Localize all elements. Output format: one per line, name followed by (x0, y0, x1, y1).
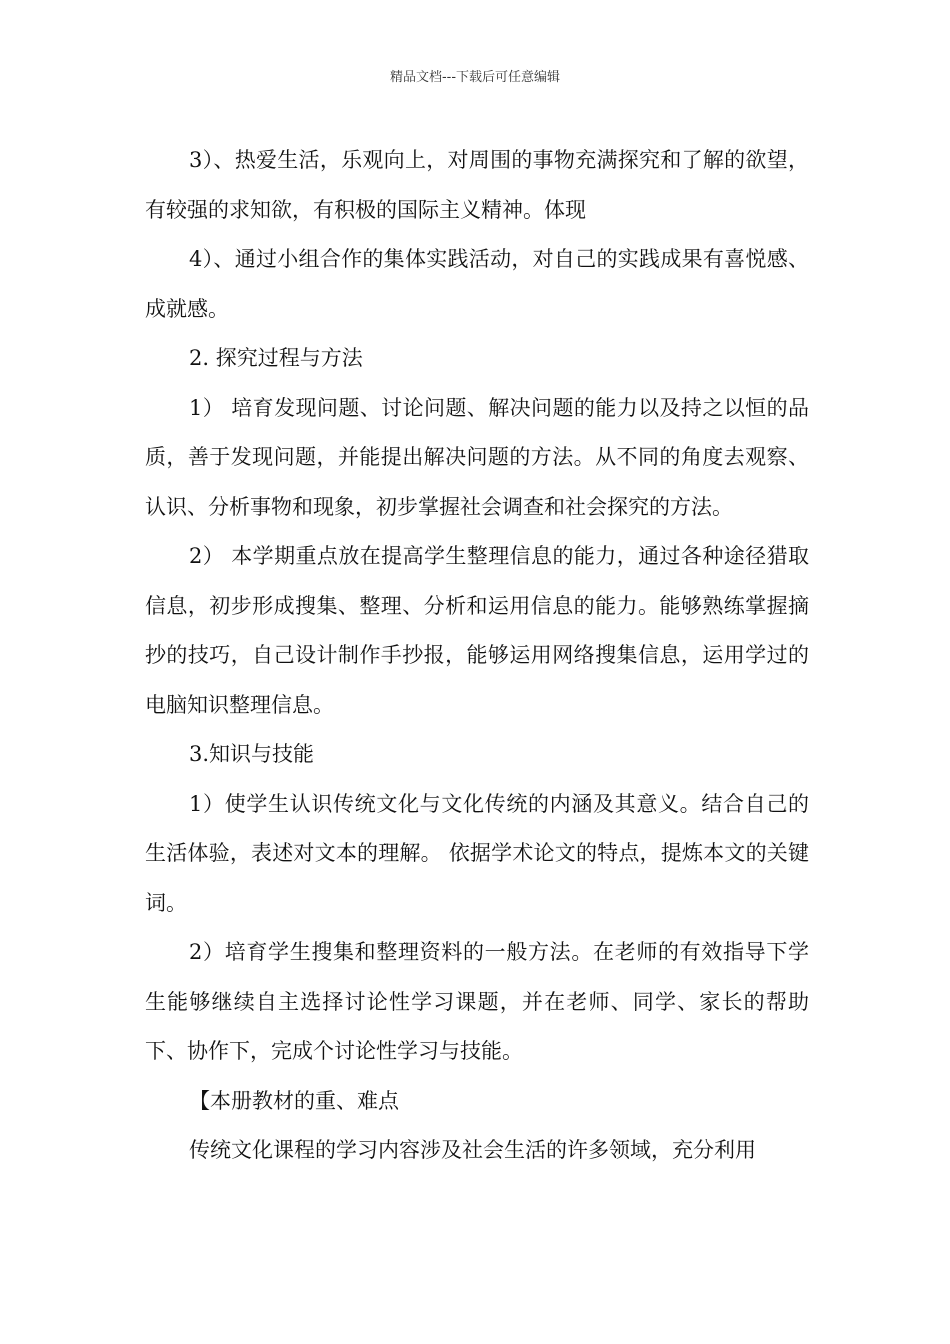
paragraph-attitude-3: 3）、热爱生活，乐观向上，对周围的事物充满探究和了解的欲望，有较强的求知欲，有积极的国际主义精神。体现 (145, 148, 809, 222)
paragraph-key-points: 传统文化课程的学习内容涉及社会生活的许多领域，充分利用 (189, 1138, 756, 1162)
page-header: 精品文档---下载后可任意编辑 (389, 70, 561, 85)
document-body (145, 136, 809, 1176)
paragraph-attitude-4: 4）、通过小组合作的集体实践活动，对自己的实践成果有喜悦感、成就感。 (145, 247, 809, 321)
paragraph-knowledge-1: 1）使学生认识传统文化与文化传统的内涵及其意义。结合自己的生活体验，表述对文本的理解。 依据学术论文的特点，提炼本文的关键词。 (145, 791, 809, 915)
paragraph-process-2: 2） 本学期重点放在提高学生整理信息的能力，通过各种途径猎取信息，初步形成搜集、整理、分析和运用信息的能力。能够熟练掌握摘抄的技巧，自己设计制作手抄报，能够运用网络搜集信息，运用学过的电脑知识整理信息。 (145, 544, 809, 717)
section-heading-key-points: 【本册教材的重、难点 (189, 1088, 399, 1113)
paragraph-knowledge-2: 2）培育学生搜集和整理资料的一般方法。在老师的有效指导下学生能够继续自主选择讨论性学习课题，并在老师、同学、家长的帮助下、协作下，完成个讨论性学习与技能。 (145, 940, 809, 1063)
paragraph-process-1: 1） 培育发现问题、讨论问题、解决问题的能力以及持之以恒的品质，善于发现问题，并能提出解决问题的方法。从不同的角度去观察、认识、分析事物和现象，初步掌握社会调查和社会探究的方法。 (145, 395, 809, 519)
section-heading-process-method: 2. 探究过程与方法 (189, 346, 363, 370)
section-heading-knowledge-skills: 3.知识与技能 (189, 742, 315, 766)
